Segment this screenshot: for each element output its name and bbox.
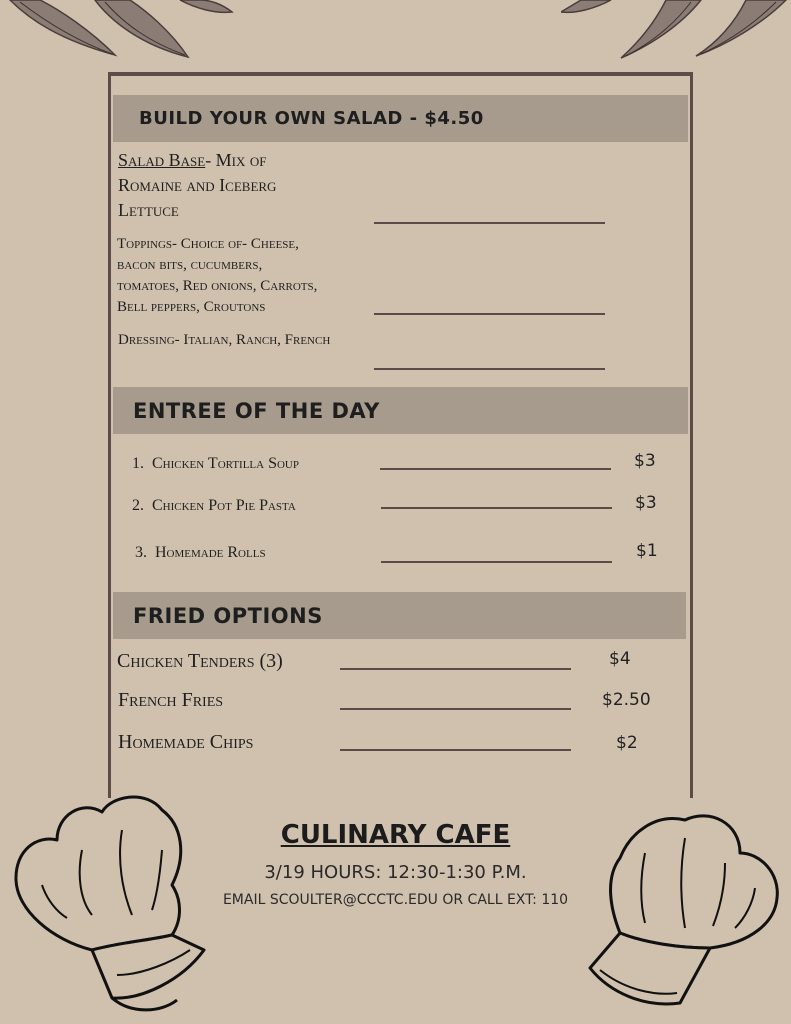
salad-base-text (118, 148, 276, 223)
fried-item-1-name: Chicken Tenders (3) (117, 650, 283, 672)
salad-heading: BUILD YOUR OWN SALAD - $4.50 (139, 108, 484, 129)
entree-item-number: 1. (132, 455, 144, 472)
salad-base-write-line (374, 222, 605, 224)
entree-heading: ENTREE OF THE DAY (133, 398, 380, 423)
entree-item-number: 3. (135, 544, 147, 561)
fried-item-3-price: $2 (616, 733, 638, 753)
toppings-line-1: Toppings- Choice of- Cheese, (117, 236, 299, 252)
entree-item-2-write-line (381, 507, 612, 509)
salad-base-line-2: Romaine and Iceberg (118, 175, 277, 195)
salad-base-line-3: Lettuce (118, 200, 179, 220)
leaf-cluster-right-icon (561, 0, 791, 62)
entree-item-3 (135, 544, 266, 562)
entree-item-3-price: $1 (636, 541, 658, 561)
entree-item-1 (132, 455, 299, 473)
toppings-line-4: Bell peppers, Croutons (117, 299, 266, 315)
entree-item-1-write-line (380, 468, 611, 470)
entree-heading-band (113, 387, 688, 434)
entree-item-name: Homemade Rolls (155, 544, 266, 561)
salad-toppings-write-line (374, 313, 605, 315)
toppings-line-2: bacon bits, cucumbers, (117, 257, 263, 273)
salad-toppings-text (117, 234, 317, 318)
fried-item-1-price: $4 (609, 649, 631, 669)
entree-item-2 (132, 497, 296, 515)
hours-text: 3/19 HOURS: 12:30-1:30 P.M. (264, 862, 527, 883)
salad-dressing-text: Dressing- Italian, Ranch, French (118, 332, 331, 348)
salad-dressing-write-line (374, 368, 605, 370)
entree-item-3-write-line (381, 561, 612, 563)
fried-item-3-write-line (340, 749, 571, 751)
entree-item-name: Chicken Tortilla Soup (152, 455, 299, 472)
fried-heading-band (113, 592, 686, 639)
fried-item-2-name: French Fries (118, 689, 224, 711)
entree-item-2-price: $3 (635, 493, 657, 513)
fried-item-2-price: $2.50 (602, 690, 651, 710)
fried-heading: FRIED OPTIONS (133, 603, 323, 628)
leaf-cluster-left-icon (0, 0, 240, 62)
toppings-line-3: tomatoes, Red onions, Carrots, (117, 278, 318, 294)
fried-item-2-write-line (340, 708, 571, 710)
entree-item-name: Chicken Pot Pie Pasta (152, 497, 296, 514)
salad-base-line-1: - Mix of (205, 150, 267, 170)
salad-heading-band (113, 95, 688, 142)
entree-item-number: 2. (132, 497, 144, 514)
entree-item-1-price: $3 (634, 451, 656, 471)
contact-text: EMAIL SCOULTER@CCCTC.EDU OR CALL EXT: 110 (222, 892, 569, 908)
salad-base-label: Salad Base (118, 150, 206, 170)
cafe-title: CULINARY CAFE (280, 820, 511, 850)
fried-item-3-name: Homemade Chips (118, 731, 254, 753)
fried-item-1-write-line (340, 668, 571, 670)
